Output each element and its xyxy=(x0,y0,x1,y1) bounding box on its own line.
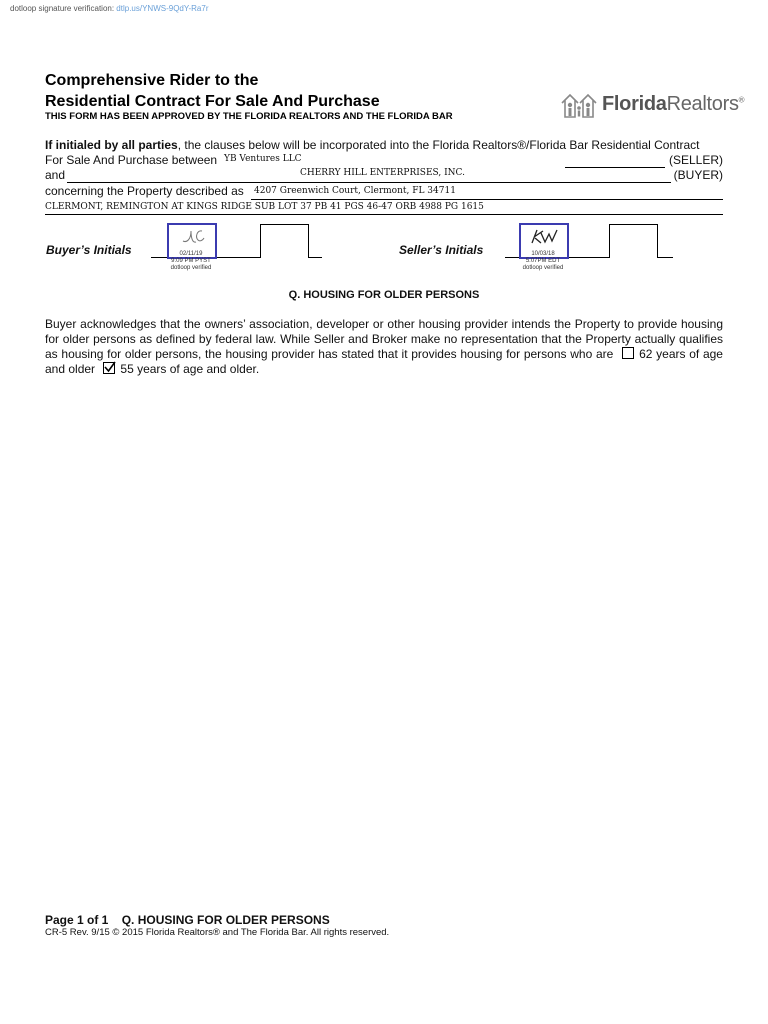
florida-realtors-logo xyxy=(560,88,744,120)
intro-paragraph xyxy=(45,138,723,153)
page-number: Page 1 of 1 xyxy=(45,913,109,927)
legal-row xyxy=(45,201,723,216)
approval-notice: THIS FORM HAS BEEN APPROVED BY THE FLORIDA REALTORS AND THE FLORIDA BAR xyxy=(45,111,453,122)
title-line-1: Comprehensive Rider to the xyxy=(45,72,259,89)
buyer-name[interactable]: CHERRY HILL ENTERPRISES, INC. xyxy=(300,168,465,178)
legal-line xyxy=(45,214,723,215)
footer-page xyxy=(45,913,330,927)
dotloop-verification xyxy=(10,4,208,13)
section-body xyxy=(45,317,723,377)
option-55-checkbox[interactable] xyxy=(103,362,115,374)
property-row xyxy=(45,184,723,199)
seller-name[interactable]: YB Ventures LLC xyxy=(224,154,302,164)
footer-copyright: CR-5 Rev. 9/15 © 2015 Florida Realtors® and The Florida Bar. All rights reserved. xyxy=(45,927,390,938)
title-line-2: Residential Contract For Sale And Purchase xyxy=(45,93,380,110)
footer-section: Q. HOUSING FOR OLDER PERSONS xyxy=(121,913,330,927)
property-label: concerning the Property described as xyxy=(45,184,244,198)
buyer-line xyxy=(67,182,671,183)
seller-initials-box-2[interactable] xyxy=(609,224,658,258)
verification-label: dotloop signature verification: xyxy=(10,4,115,13)
option-62-label: 62 years of age and older xyxy=(45,347,723,376)
option-55-label: 55 years of age and older. xyxy=(120,362,260,376)
buyer-sig-meta: 02/11/19 9:09 PM PYST dotloop verified xyxy=(170,251,212,271)
check-icon xyxy=(104,361,116,373)
and-label: and xyxy=(45,168,66,182)
buyer-initials-label: Buyer’s Initials xyxy=(46,243,132,257)
buyer-initials-box-2[interactable] xyxy=(260,224,309,258)
form-title xyxy=(45,70,380,112)
seller-initials-label: Seller’s Initials xyxy=(399,243,484,257)
are-label: are xyxy=(596,347,614,361)
logo-wordmark: FloridaRealtors® xyxy=(602,92,745,115)
intro-bold: If initialed by all parties xyxy=(45,138,178,152)
buyer-signature-mark xyxy=(169,225,215,247)
intro-text: , the clauses below will be incorporated into the Florida Realtors®/Florida Bar Residential Contract xyxy=(177,138,700,152)
property-line xyxy=(251,199,723,200)
legal-description[interactable]: CLERMONT, REMINGTON AT KINGS RIDGE SUB LOT 37 PB 41 PGS 46-47 ORB 4988 PG 1615 xyxy=(45,202,484,212)
buyer-row xyxy=(45,168,723,183)
property-address[interactable]: 4207 Greenwich Court, Clermont, FL 34711 xyxy=(254,186,456,196)
option-62-checkbox[interactable] xyxy=(622,347,634,359)
buyer-tag: (BUYER) xyxy=(673,168,723,182)
between-label: For Sale And Purchase between xyxy=(45,153,218,167)
seller-signature-mark xyxy=(521,225,567,247)
verification-link[interactable]: dtlp.us/YNWS-9QdY-Ra7r xyxy=(116,4,209,13)
seller-tag: (SELLER) xyxy=(668,153,723,167)
seller-row xyxy=(45,153,723,168)
realtors-houses-icon xyxy=(560,89,598,119)
section-body-text: Buyer acknowledges that the owners’ association, developer or other housing provider intends the Property to provide housing for older persons as defined by federal law. While Seller and Broker make no representation that the Property actually qualifies as housing for older persons, the housing provider has stated that it provides housing for persons who xyxy=(45,317,723,361)
section-title: Q. HOUSING FOR OLDER PERSONS xyxy=(288,289,480,301)
seller-sig-meta: 10/03/18 5:07PM EDT dotloop verified xyxy=(522,251,564,271)
